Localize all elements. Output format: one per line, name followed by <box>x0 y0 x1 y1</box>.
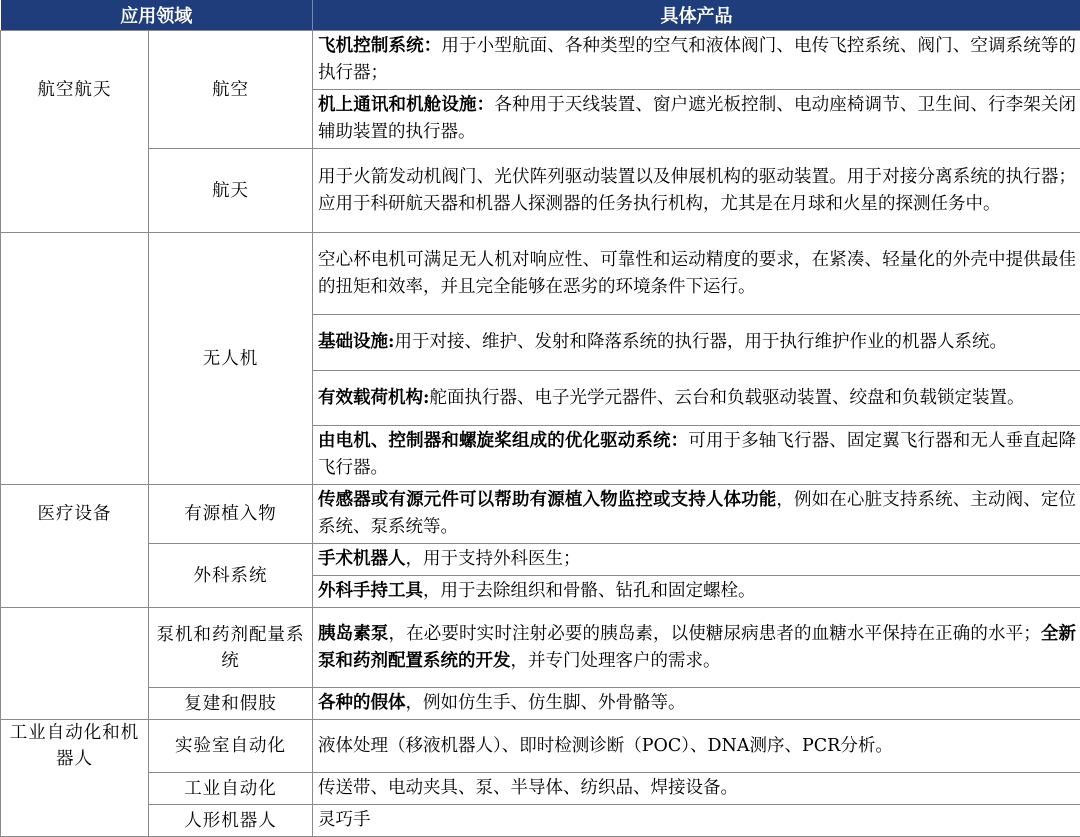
product-drone-motor: 空心杯电机可满足无人机对响应性、可靠性和运动精度的要求，在紧凑、轻量化的外壳中提供最佳的扭矩和效率，并且完全能够在恶劣的环境条件下运行。 <box>313 233 1080 315</box>
sub-lab: 实验室自动化 <box>149 720 313 773</box>
product-aviation-control <box>313 31 1080 90</box>
domain-industrial-cont <box>1 773 149 837</box>
sub-space: 航天 <box>149 149 313 233</box>
sub-implant: 有源植入物 <box>149 485 313 544</box>
table-row <box>1 805 1080 837</box>
sub-automation: 工业自动化 <box>149 773 313 805</box>
sub-drone: 无人机 <box>149 233 313 485</box>
bold-term: 有效载荷机构: <box>318 388 429 408</box>
product-text: ，例如在心脏支持系统、主动阀、定位系统、泵系统等。 <box>318 490 1076 537</box>
domain-aerospace-cont <box>1 149 149 233</box>
table-row <box>1 149 1080 233</box>
table-row <box>1 773 1080 805</box>
product-text: ，用于去除组织和骨骼、钻孔和固定螺栓。 <box>423 581 756 601</box>
domain-medical: 医疗设备 <box>1 485 149 544</box>
product-surgery-robot <box>313 544 1080 576</box>
sub-humanoid: 人形机器人 <box>149 805 313 837</box>
bold-term: 胰岛素泵 <box>318 624 389 644</box>
product-text: 舵面执行器、电子光学元器件、云台和负载驱动装置、绞盘和负载锁定装置。 <box>429 388 1024 408</box>
bold-term: 基础设施: <box>318 332 394 352</box>
table-row <box>1 485 1080 544</box>
product-surgery-tool <box>313 576 1080 608</box>
product-text: ，例如仿生手、仿生脚、外骨骼等。 <box>406 693 686 713</box>
bold-term: 飞机控制系统： <box>318 36 441 56</box>
domain-medical-cont <box>1 544 149 608</box>
product-drone-infra <box>313 315 1080 371</box>
product-implant <box>313 485 1080 544</box>
product-rehab <box>313 688 1080 720</box>
product-text: ，在必要时实时注射必要的胰岛素，以使糖尿病患者的血糖水平保持在正确的水平； <box>389 624 1041 644</box>
product-text: ，用于支持外科医生； <box>406 549 581 569</box>
bold-term: 传感器或有源元件可以帮助有源植入物监控或支持人体功能 <box>318 490 776 510</box>
product-text: 用于对接、维护、发射和降落系统的执行器，用于执行维护作业的机器人系统。 <box>394 332 1007 352</box>
domain-aerospace: 航空航天 <box>1 31 149 149</box>
domain-industrial: 工业自动化和机器人 <box>1 720 149 773</box>
bold-term: 机上通讯和机舱设施： <box>318 95 494 115</box>
product-space: 用于火箭发动机阀门、光伏阵列驱动装置以及伸展机构的驱动装置。用于对接分离系统的执行器；应用于科研航天器和机器人探测器的任务执行机构，尤其是在月球和火星的探测任务中。 <box>313 149 1080 233</box>
product-text: 用于小型航面、各种类型的空气和液体阀门、电传飞控系统、阀门、空调系统等的执行器； <box>318 36 1076 83</box>
sub-surgery: 外科系统 <box>149 544 313 608</box>
table-row <box>1 233 1080 315</box>
table-row <box>1 608 1080 688</box>
sub-rehab: 复建和假肢 <box>149 688 313 720</box>
bold-term: 全新泵和药剂配置系统的开发 <box>318 624 1076 671</box>
table-row <box>1 688 1080 720</box>
bold-term: 由电机、控制器和螺旋桨组成的优化驱动系统： <box>318 431 688 451</box>
product-text: 各种用于天线装置、窗户遮光板控制、电动座椅调节、卫生间、行李架关闭辅助装置的执行器。 <box>318 95 1076 142</box>
product-text: 可用于多轴飞行器、固定翼飞行器和无人垂直起降飞行器。 <box>318 431 1076 478</box>
product-automation: 传送带、电动夹具、泵、半导体、纺织品、焊接设备。 <box>313 773 1080 805</box>
product-lab: 液体处理（移液机器人）、即时检测诊断（POC）、DNA测序、PCR分析。 <box>313 720 1080 773</box>
product-pump <box>313 608 1080 688</box>
product-drone-payload <box>313 371 1080 426</box>
bold-term: 外科手持工具 <box>318 581 423 601</box>
product-drone-drive <box>313 426 1080 485</box>
header-field: 应用领域 <box>1 0 313 31</box>
table-row <box>1 31 1080 90</box>
domain-medical-cont <box>1 608 149 720</box>
header-row <box>1 0 1080 31</box>
domain-aerospace-cont <box>1 233 149 485</box>
product-aviation-cabin <box>313 90 1080 149</box>
sub-pump: 泵机和药剂配量系统 <box>149 608 313 688</box>
bold-term: 各种的假体 <box>318 693 406 713</box>
product-text: ，并专门处理客户的需求。 <box>511 651 721 671</box>
header-product: 具体产品 <box>313 0 1080 31</box>
sub-aviation: 航空 <box>149 31 313 149</box>
bold-term: 手术机器人 <box>318 549 406 569</box>
table-row <box>1 544 1080 576</box>
product-humanoid: 灵巧手 <box>313 805 1080 837</box>
table-row <box>1 720 1080 773</box>
